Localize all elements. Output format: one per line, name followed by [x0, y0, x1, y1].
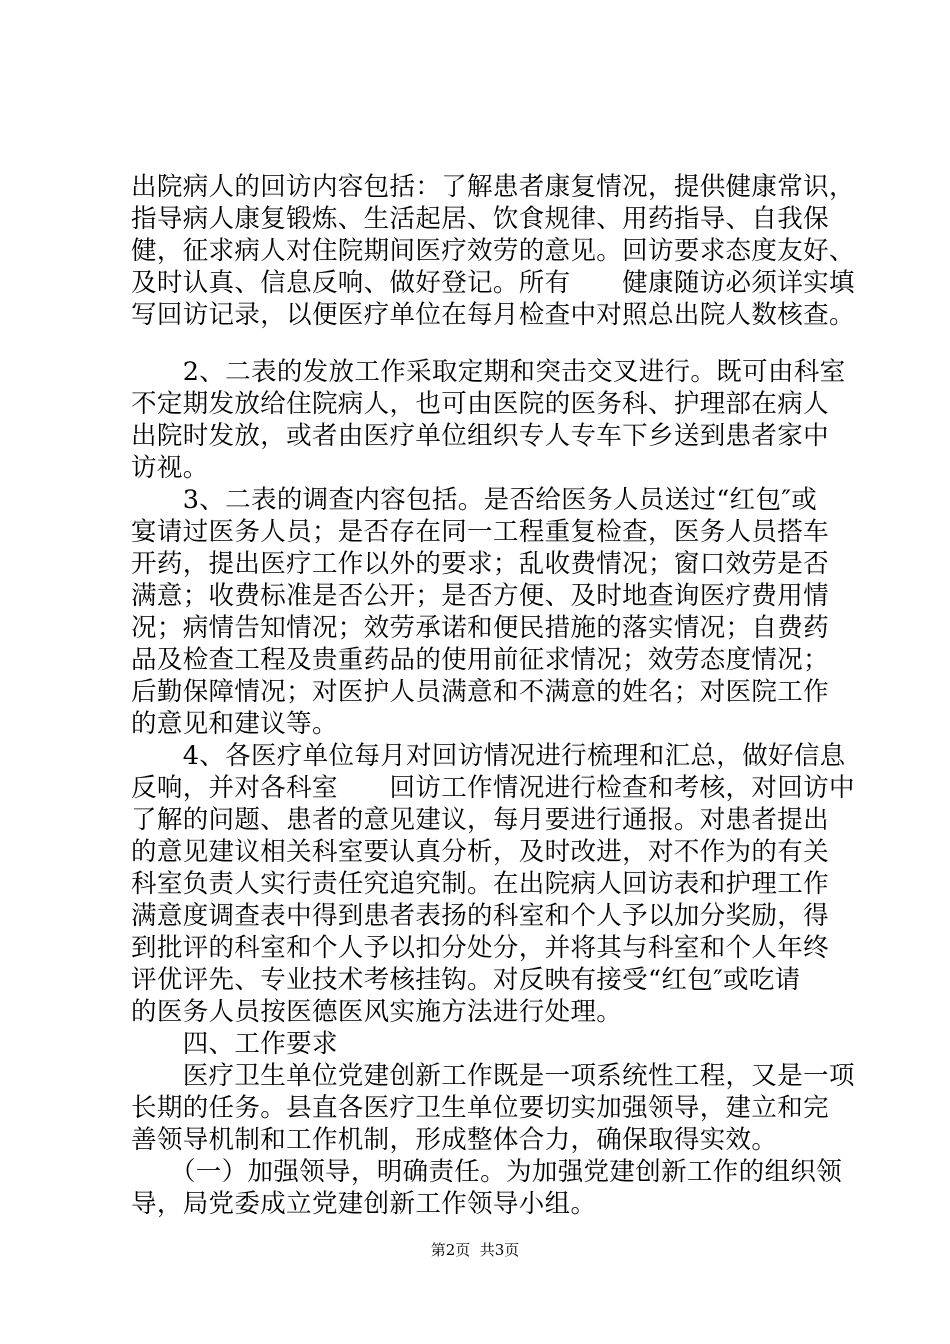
body-line-25: 评优评先、专业技术考核挂钩。对反映有接受“红包″或吃请	[131, 965, 801, 995]
body-line-3: 健，征求病人对住院期间医疗效劳的意见。回访要求态度友好、	[131, 236, 855, 266]
body-line-20: 了解的问题、患者的意见建议，每月要进行通报。对患者提出	[131, 805, 829, 835]
body-line-32: 导，局党委成立党建创新工作领导小组。	[131, 1189, 597, 1219]
body-line-23: 满意度调查表中得到患者表扬的科室和个人予以加分奖励，得	[131, 901, 829, 931]
body-line-2: 指导病人康复锻炼、生活起居、饮食规律、用药指导、自我保	[131, 204, 829, 234]
body-line-4: 及时认真、信息反响、做好登记。所有 健康随访必须详实填	[131, 268, 855, 298]
body-line-24: 到批评的科室和个人予以扣分处分，并将其与科室和个人年终	[131, 933, 829, 963]
body-line-13: 满意；收费标准是否公开；是否方便、及时地查询医疗费用情	[131, 581, 829, 611]
body-line-30: 善领导机制和工作机制，形成整体合力，确保取得实效。	[131, 1125, 778, 1155]
body-line-11: 宴请过医务人员；是否存在同一工程重复检查，医务人员搭车	[131, 517, 829, 547]
body-line-14: 况；病情告知情况；效劳承诺和便民措施的落实情况；自费药	[131, 613, 829, 643]
body-line-21: 的意见建议相关科室要认真分析，及时改进，对不作为的有关	[131, 837, 829, 867]
body-line-26: 的医务人员按医德医风实施方法进行处理。	[131, 997, 623, 1027]
body-line-19: 反响，并对各科室 回访工作情况进行检查和考核，对回访中	[131, 773, 855, 803]
body-line-29: 长期的任务。县直各医疗卫生单位要切实加强领导，建立和完	[131, 1093, 829, 1123]
body-line-9: 访视。	[131, 453, 209, 483]
body-line-18: 4、各医疗单位每月对回访情况进行梳理和汇总，做好信息	[131, 741, 846, 771]
body-line-16: 后勤保障情况；对医护人员满意和不满意的姓名；对医院工作	[131, 677, 829, 707]
body-line-22: 科室负责人实行责任究追究制。在出院病人回访表和护理工作	[131, 869, 829, 899]
body-line-6: 2、二表的发放工作采取定期和突击交叉进行。既可由科室	[131, 357, 846, 387]
body-line-12: 开药，提出医疗工作以外的要求；乱收费情况；窗口效劳是否	[131, 549, 829, 579]
body-line-17: 的意见和建议等。	[131, 709, 338, 739]
body-line-1: 出院病人的回访内容包括：了解患者康复情况，提供健康常识，	[131, 172, 855, 202]
body-line-15: 品及检查工程及贵重药品的使用前征求情况；效劳态度情况；	[131, 645, 829, 675]
body-line-28: 医疗卫生单位党建创新工作既是一项系统性工程，又是一项	[131, 1061, 855, 1091]
section-heading: 四、工作要求	[131, 1029, 338, 1059]
body-line-5: 写回访记录，以便医疗单位在每月检查中对照总出院人数核查。	[131, 300, 855, 330]
body-line-31: （一）加强领导，明确责任。为加强党建创新工作的组织领	[131, 1157, 843, 1187]
body-line-10: 3、二表的调查内容包括。是否给医务人员送过“红包″或	[131, 485, 818, 515]
body-line-7: 不定期发放给住院病人，也可由医院的医务科、护理部在病人	[131, 389, 829, 419]
body-line-8: 出院时发放，或者由医疗单位组织专人专车下乡送到患者家中	[131, 421, 829, 451]
page-footer: 第2页 共3页	[430, 1241, 520, 1259]
